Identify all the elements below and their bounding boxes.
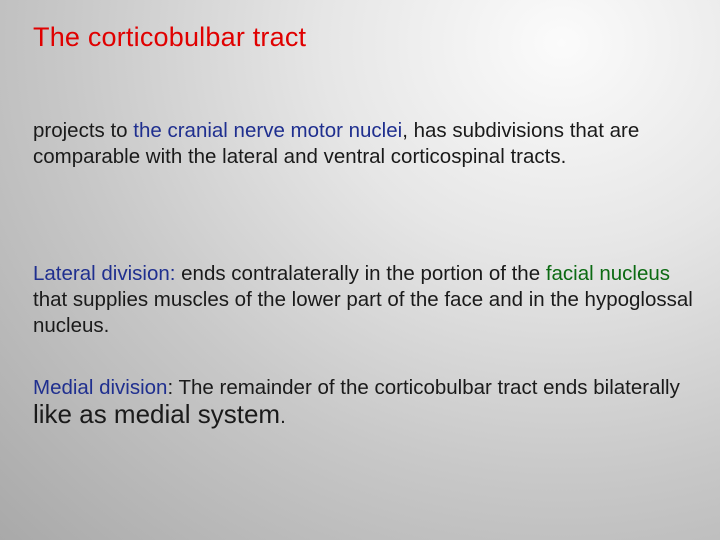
paragraph-medial-division	[33, 375, 693, 430]
paragraph-text: that supplies muscles of the lower part of the face and in the hypoglossal nucleus.	[33, 288, 693, 337]
emphasis-medial-system: like as medial system	[33, 399, 281, 429]
paragraph-end: .	[280, 405, 286, 428]
paragraph-text: , has subdivisions that are comparable with the lateral and ventral corticospinal tracts.	[33, 119, 640, 168]
term-facial-nucleus: facial nucleus	[545, 262, 671, 285]
paragraph-text: : The remainder of the corticobulbar tract ends bilaterally	[167, 376, 680, 399]
paragraph-projection	[33, 118, 693, 170]
paragraph-lateral-division	[33, 261, 693, 339]
label-medial-division: Medial division	[33, 376, 168, 399]
paragraph-text: ends contralaterally in the portion of the	[181, 262, 546, 285]
paragraph-text: projects to	[33, 119, 134, 142]
label-lateral-division: Lateral division:	[33, 262, 182, 285]
slide-title: The corticobulbar tract	[33, 22, 307, 52]
term-cranial-nerve-motor-nuclei: the cranial nerve motor nuclei	[133, 119, 403, 142]
